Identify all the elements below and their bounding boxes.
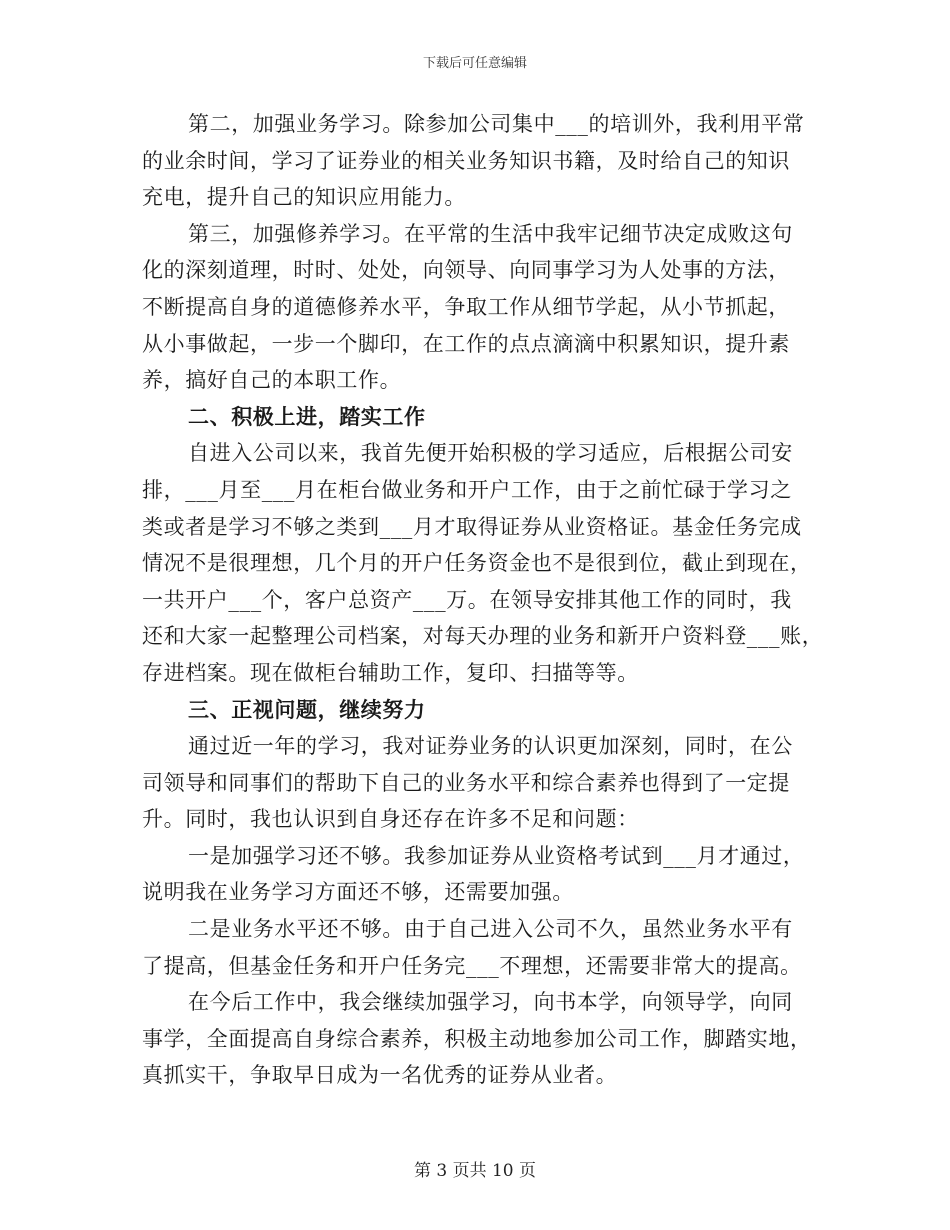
text-line: 存进档案。现在做柜台辅助工作，复印、扫描等等。: [142, 660, 639, 685]
text-line: 养，搞好自己的本职工作。: [142, 368, 402, 393]
text-line: 类或者是学习不够之类到___月才取得证券从业资格证。基金任务完成: [142, 514, 802, 539]
section-heading: 三、正视问题，继续努力: [188, 696, 426, 722]
text-line: 事学，全面提高自身综合素养，积极主动地参加公司工作，脚踏实地，: [142, 1026, 812, 1051]
text-line: 充电，提升自己的知识应用能力。: [142, 185, 466, 210]
text-line: 真抓实干，争取早日成为一名优秀的证券从业者。: [142, 1063, 618, 1088]
text-line: 一是加强学习还不够。我参加证券从业资格考试到___月才通过，: [188, 843, 805, 868]
text-line: 不断提高自身的道德修养水平，争取工作从细节学起，从小节抓起，: [142, 294, 790, 319]
text-line: 说明我在业务学习方面还不够，还需要加强。: [142, 880, 574, 905]
page-header: 下载后可任意编辑: [422, 56, 527, 71]
text-line: 升。同时，我也认识到自身还存在许多不足和问题：: [142, 807, 639, 832]
text-line: 在今后工作中，我会继续加强学习，向书本学，向领导学，向同: [188, 990, 793, 1015]
text-line: 还和大家一起整理公司档案，对每天办理的业务和新开户资料登___账，: [142, 624, 824, 649]
text-line: 了提高，但基金任务和开户任务完___不理想，还需要非常大的提高。: [142, 953, 802, 978]
text-line: 第三，加强修养学习。在平常的生活中我牢记细节决定成败这句: [188, 221, 793, 246]
text-line: 一共开户___个，客户总资产___万。在领导安排其他工作的同时，我: [142, 587, 792, 612]
text-line: 通过近一年的学习，我对证券业务的认识更加深刻，同时，在公: [188, 734, 793, 759]
section-heading: 二、积极上进，踏实工作: [188, 403, 426, 429]
text-line: 第二，加强业务学习。除参加公司集中___的培训外，我利用平常: [188, 112, 805, 136]
page-footer: 第 3 页共 10 页: [413, 1161, 537, 1181]
text-line: 排，___月至___月在柜台做业务和开户工作，由于之前忙碌于学习之: [142, 477, 792, 502]
text-line: 情况不是很理想，几个月的开户任务资金也不是很到位，截止到现在，: [142, 551, 812, 576]
document-body: [142, 106, 824, 1094]
text-line: 化的深刻道理，时时、处处，向领导、向同事学习为人处事的方法，: [142, 258, 790, 283]
text-line: 自进入公司以来，我首先便开始积极的学习适应，后根据公司安: [188, 441, 793, 466]
text-line: 二是业务水平还不够。由于自己进入公司不久，虽然业务水平有: [188, 917, 793, 942]
text-line: 从小事做起，一步一个脚印，在工作的点点滴滴中积累知识，提升素: [142, 331, 790, 356]
text-line: 司领导和同事们的帮助下自己的业务水平和综合素养也得到了一定提: [142, 770, 790, 795]
text-line: 的业余时间，学习了证券业的相关业务知识书籍，及时给自己的知识: [142, 148, 790, 173]
